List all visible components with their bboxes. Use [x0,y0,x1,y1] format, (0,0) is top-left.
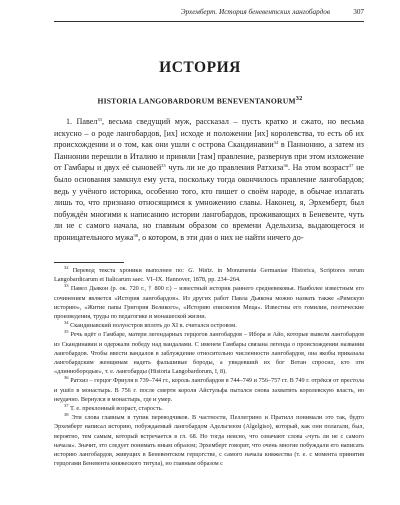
page-number: 307 [353,8,364,16]
footnote-ref: 32 [295,95,303,102]
footnote: $^{35}$ Речь идёт о Гамбаре, матери легендарных герцогов лангобардов – Ибора и Айо, которые вывели лангобардов из Скандинавии и одержали победу над вандалами. С именем Гамбары связана легенда о происхождении названия лангобардов. Чтобы ввести вандалов в заблуждение относительно численности лангобардов, она якобы приказала лангобардским женщинам надеть фальшивые бороды, а увидевший их бог Вотан спросил, кто эти «длиннобородые», т. е. лангобарды (Historia Langobardorum, I, 8). [54,329,364,376]
running-head-title: Эрхемберт. История беневентских лангобардов [180,8,330,16]
footnote: $^{36}$ Ратхиз – герцог Фриуля в 739–744 гг., король лангобардов в 744–749 и 756–757 гг. В 749 г. отрёкся от престола и ушёл в монастырь. В 756 г. после смерти короля Айстульфа пытался снова захватить королевскую власть, но неудачно. Вернулся в монастырь, где и умер. [54,375,365,403]
footnote-ref: 34 [273,140,279,146]
footnotes [54,266,364,468]
chapter-subtitle: HISTORIA LANGOBARDORUM BENEVENTANORUM$^{32}$ [97,95,303,106]
footnote: $^{33}$ Павел Дьякон (р. ок. 720 г., † 800 г.) – известный историк раннего средневековья. Наиболее известным его сочинением является «История лангобардов». Из других работ Павла Дьякона можно назвать также «Римскую историю», «Житие папы Григория Великого», «Историю епископов Меца». Известны его гомилии, поэтические произведения, труды по педагогике и монашеской жизни. [54,283,365,321]
footnote: $^{34}$ Скандинавский полуостров вплоть до XI в. считался островом. [64,320,237,330]
footnote-rule [54,262,124,263]
running-head [54,7,364,22]
footnote-ref: 36 [283,163,288,169]
footnote: $^{32}$ Перевод текста хроники выполнен по: G. Waitz. in Monumenta Germaniae Historica, Scriptores rerum Langobardicarum et Italicarum saec. VI–IX. Hannover, 1878, pp. 234–264. [54,265,364,284]
footnote-ref: 35 [161,163,166,169]
chapter-title: ИСТОРИЯ [159,59,241,76]
footnote: $^{37}$ Т. е. преклонный возраст, старость. [64,403,163,413]
footnote: $^{38}$ Эти слова главным в тупик переводчиков. В частности, Пеллегрино и Пратилл понимали это так, будто Эрхемберт написал историю, побуждаемый лангобардом Адельгизом (Algelgiso), который, как они полагали, был, вероятно, тем самым, который встречается в гл. 68. Но тогда неясно, что означают слова «чуть ли не с самого начала». Значит, это следует понимать иным образом; Эрхемберт говорит, что очень многие побуждали его написать историю лангобардов, живущих в Беневентском герцогстве, с самого начала княжества (т. е. с момента принятия герцогами Беневента княжеского титула), но главным образом с [54,412,365,468]
footnote-ref: 37 [348,163,354,169]
footnote-ref: 38 [133,232,139,238]
footnote-ref: 33 [97,117,102,122]
main-paragraph: 1. Павел$^{33}$, весьма сведущий муж, рассказал – пусть кратко и сжато, но весьма искусно – о роде лангобардов, [их] исходе и положении [их] королевства, то есть об их происхождении и о том, как они ушли с острова Скандинавии$^{34}$ в Паннонию, а затем из Паннонии перешли в Италию и приняли [там] правление, развернув при этом изложение от Гамбары и двух её сыновей$^{35}$ чуть ли не до правления Ратхиза$^{36}$. На этом возраст$^{37}$ не было основания замкнул ему уста, поскольку тогда окончилось правление лангобардов; ведь у учёного историка, особенно того, кто пишет о своём народе, в обычае излагать лишь то, что признано относящимся к умножению славы. Наконец, я, Эрхемберт, был побуждён многими к написанию истории лангобардов, проживающих в Беневенте, чуть ли не с самого начала, но главным образом со времени Адельхиза, выдающегося и проницательного мужа$^{38}$, о котором, в эти дни о них не найти ничего до- [54,117,365,242]
